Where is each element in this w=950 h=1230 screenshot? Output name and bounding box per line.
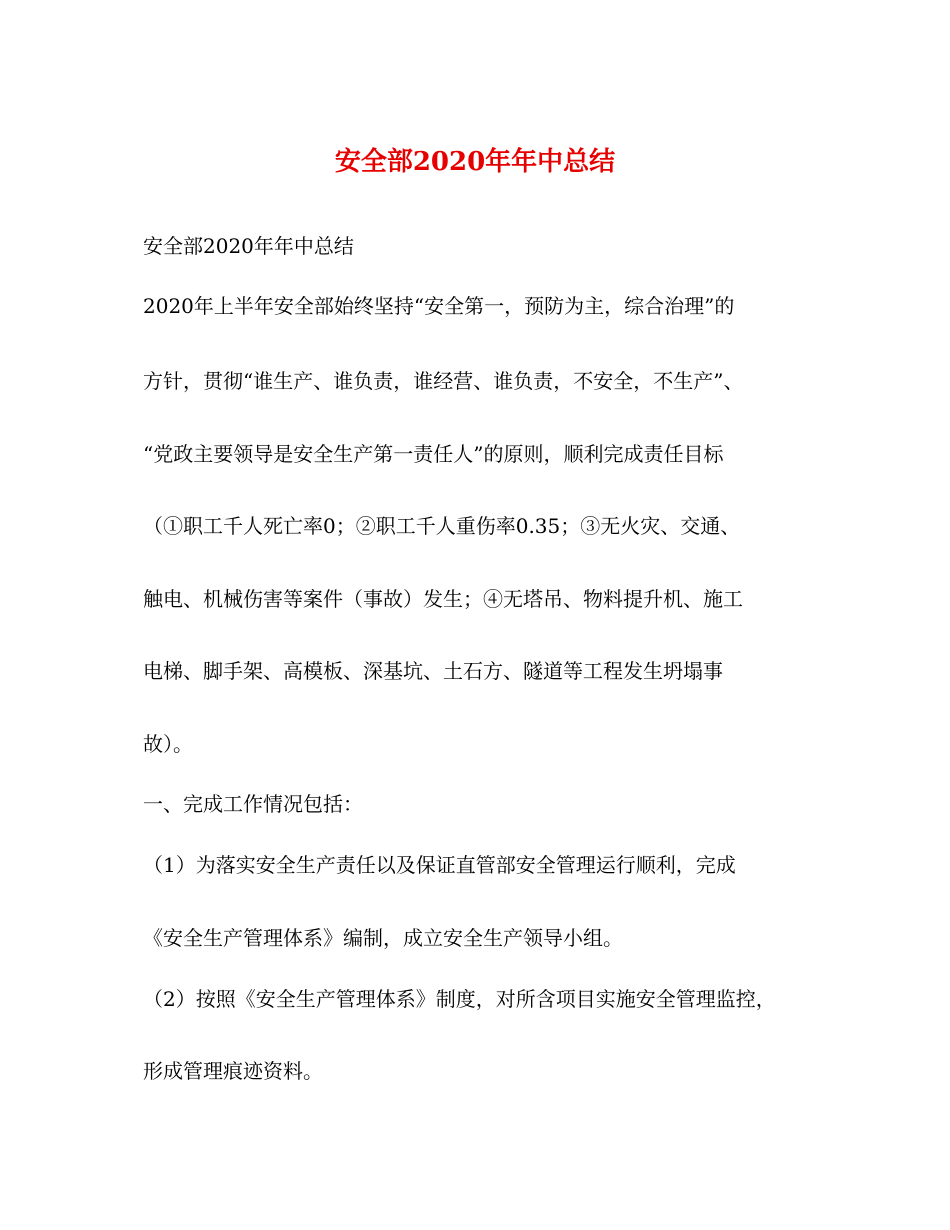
paragraph-line: 电梯、脚手架、高模板、深基坑、土石方、隧道等工程发生坍塌事 <box>143 659 723 683</box>
paragraph-line: （①职工千人死亡率0；②职工千人重伤率0.35；③无火灾、交通、 <box>143 514 741 538</box>
document-subtitle: 安全部2020年年中总结 <box>143 234 354 258</box>
paragraph-line: “党政主要领导是安全生产第一责任人”的原则，顺利完成责任目标 <box>143 442 724 466</box>
paragraph-line: 故）。 <box>143 732 193 756</box>
list-item-continuation: 《安全生产管理体系》编制，成立安全生产领导小组。 <box>143 926 623 950</box>
list-item: （1）为落实安全生产责任以及保证直管部安全管理运行顺利，完成 <box>143 853 736 877</box>
list-item-continuation: 形成管理痕迹资料。 <box>143 1059 323 1083</box>
list-item: （2）按照《安全生产管理体系》制度，对所含项目实施安全管理监控， <box>143 987 776 1011</box>
section-heading: 一、完成工作情况包括： <box>143 792 363 816</box>
paragraph-line: 方针，贯彻“谁生产、谁负责，谁经营、谁负责，不安全，不生产”、 <box>143 369 744 393</box>
document-title: 安全部2020年年中总结 <box>334 147 616 177</box>
paragraph-line: 触电、机械伤害等案件（事故）发生；④无塔吊、物料提升机、施工 <box>143 587 743 611</box>
paragraph-line: 2020年上半年安全部始终坚持“安全第一，预防为主，综合治理”的 <box>143 294 735 318</box>
